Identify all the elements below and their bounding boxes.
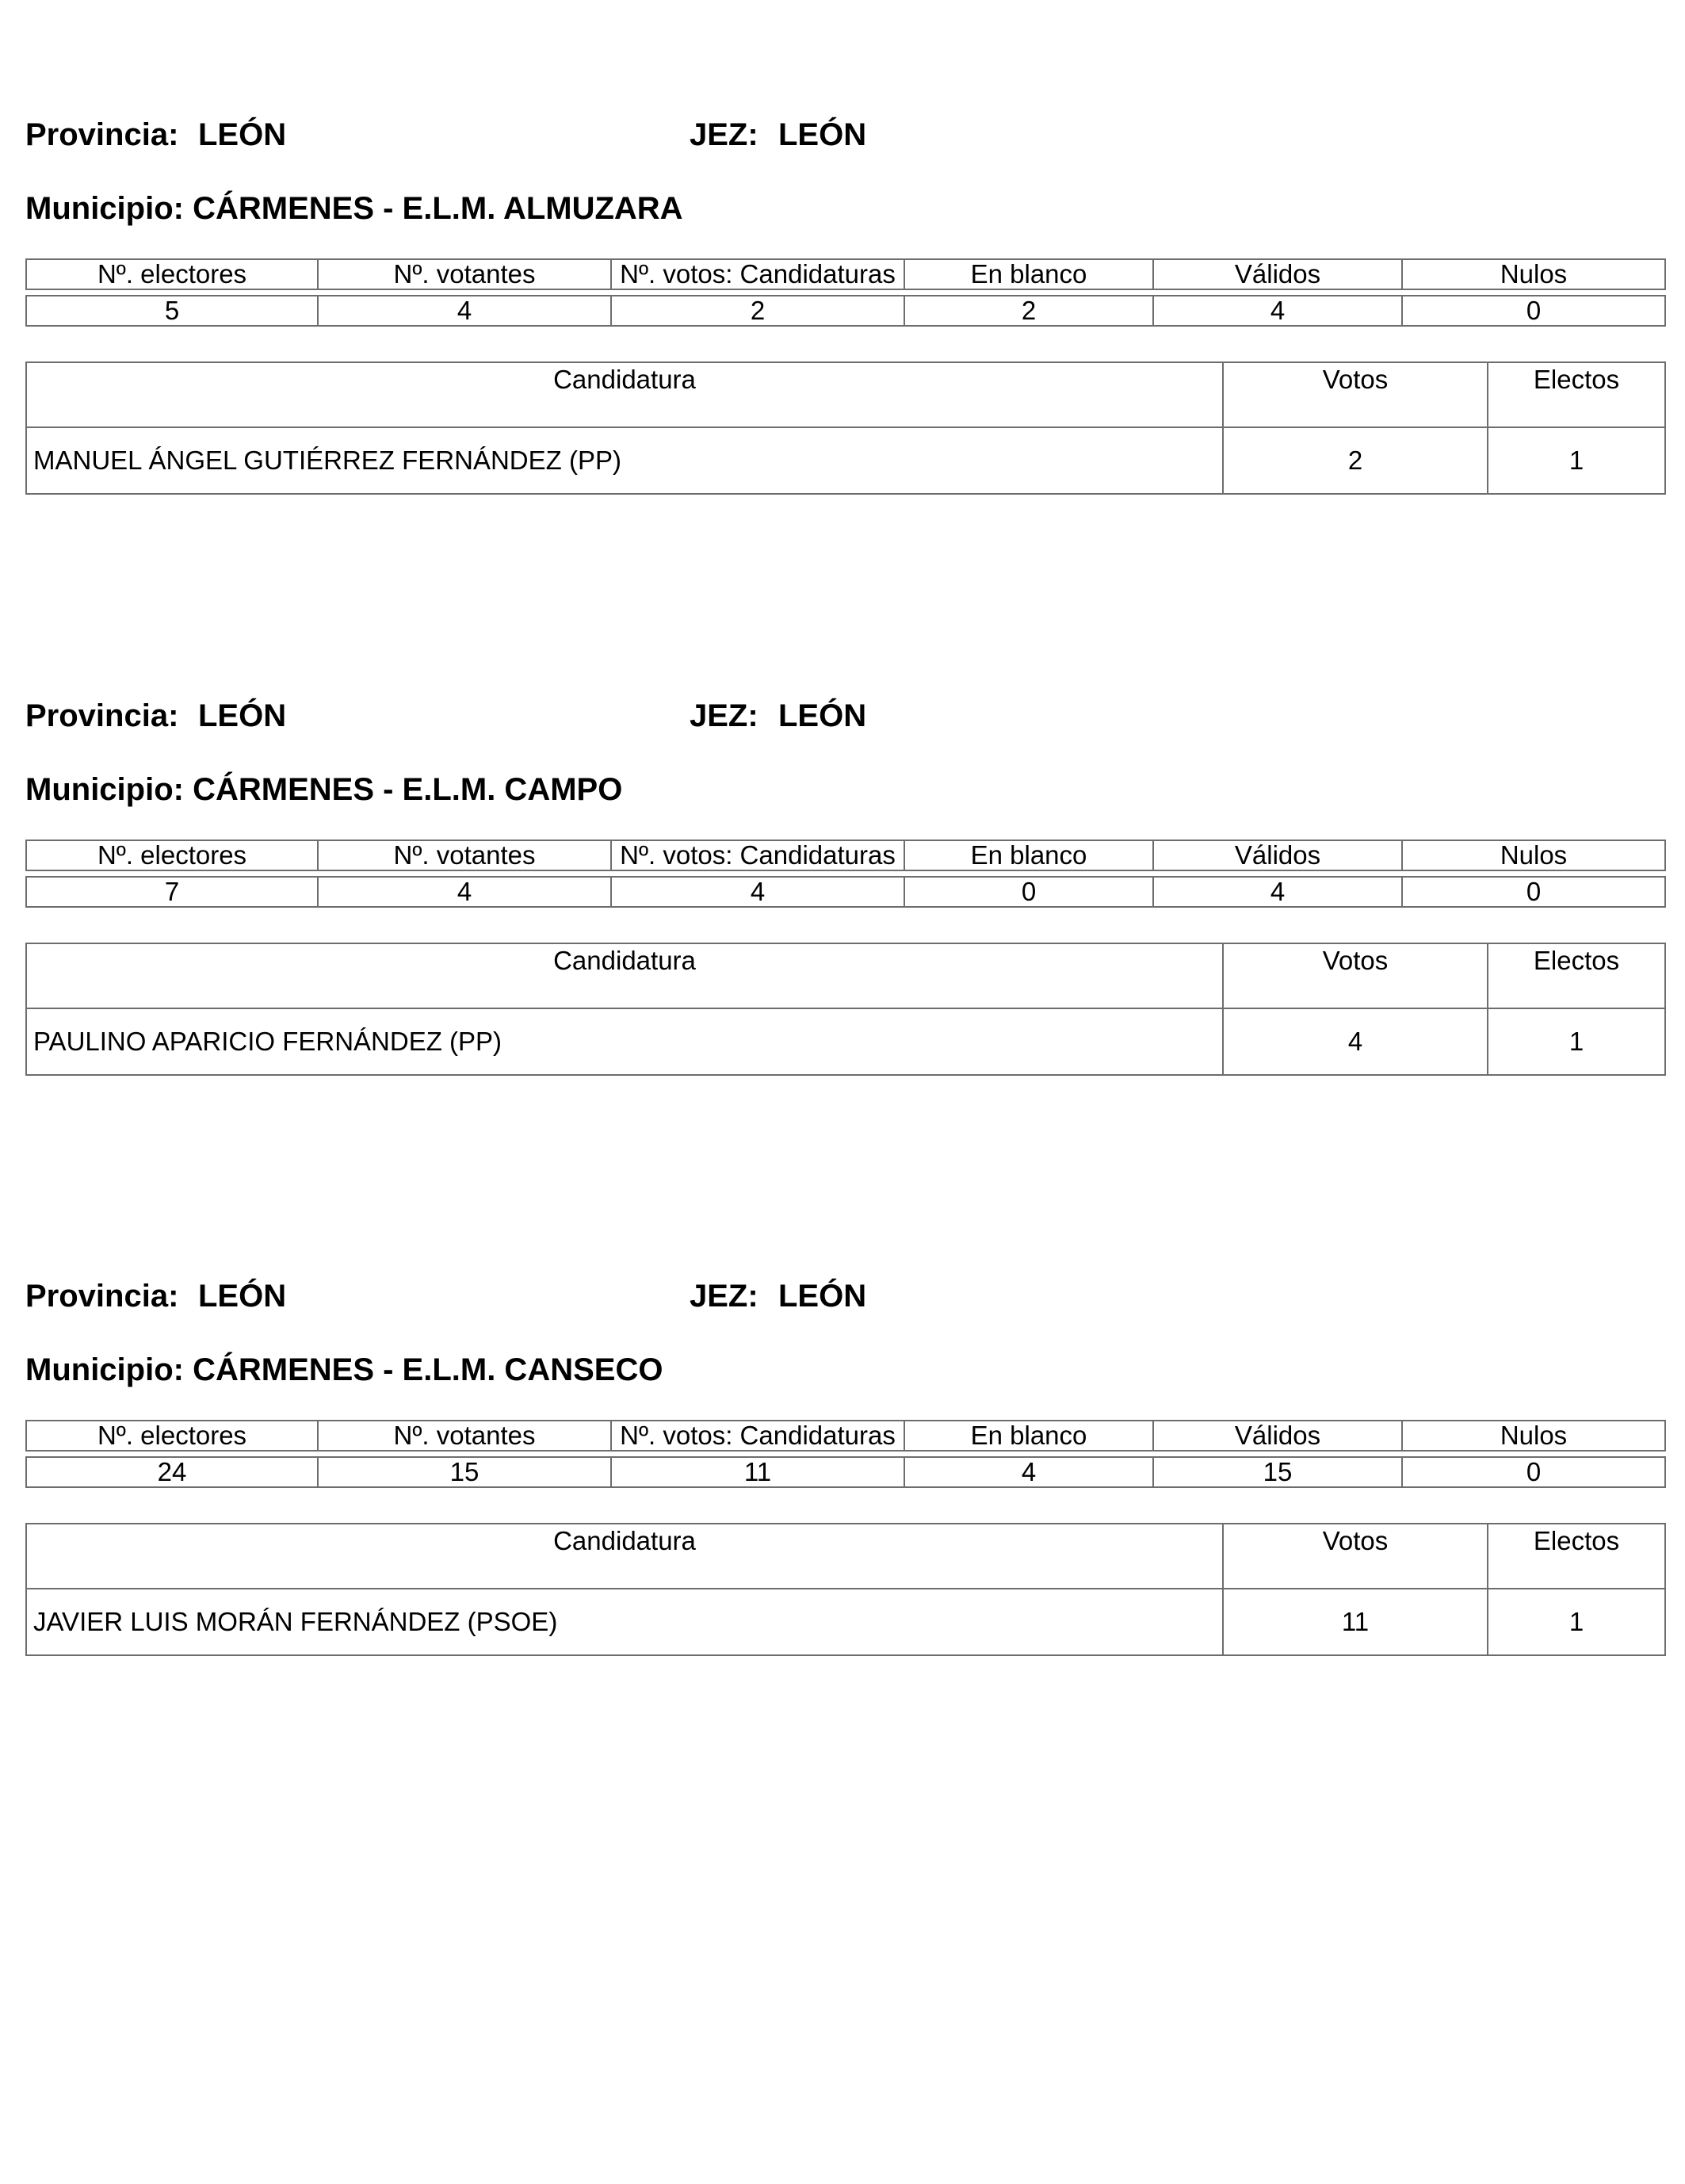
stats-value-cell: 15: [318, 1457, 611, 1487]
candidates-table: [25, 943, 1666, 1076]
stats-header-cell: Nº. votantes: [318, 259, 611, 289]
municipio-value: CÁRMENES - E.L.M. CANSECO: [193, 1352, 663, 1387]
jez-value: LEÓN: [778, 1279, 867, 1314]
stats-value-cell: 4: [1153, 877, 1402, 907]
stats-table: [25, 1420, 1666, 1488]
candidate-row: [26, 1589, 1665, 1655]
stats-header-cell: Nº. votantes: [318, 1421, 611, 1451]
stats-value-row: [26, 296, 1665, 326]
municipio-value: CÁRMENES - E.L.M. CAMPO: [193, 772, 623, 807]
stats-value-cell: 2: [611, 296, 904, 326]
provincia-value: LEÓN: [198, 1279, 287, 1314]
stats-value-cell: 4: [904, 1457, 1153, 1487]
candidate-electos: 1: [1488, 1008, 1665, 1075]
candidate-votos: 2: [1223, 427, 1488, 494]
stats-spacer: [26, 1451, 1665, 1457]
stats-header-cell: En blanco: [904, 1421, 1153, 1451]
stats-value-cell: 4: [1153, 296, 1402, 326]
candidate-row: [26, 427, 1665, 494]
candidates-header-row: [26, 362, 1665, 427]
stats-header-cell: Nulos: [1402, 840, 1665, 870]
municipio-label: Municipio:: [25, 772, 184, 807]
stats-value-row: [26, 877, 1665, 907]
jez-label: JEZ:: [690, 698, 758, 733]
spacer-cell: [26, 289, 1665, 296]
candidates-table: [25, 1523, 1666, 1656]
candidate-name: MANUEL ÁNGEL GUTIÉRREZ FERNÁNDEZ (PP): [26, 427, 1223, 494]
municipio-label: Municipio:: [25, 1352, 184, 1387]
stats-header-cell: Nº. votos: Candidaturas: [611, 259, 904, 289]
municipio-header: [25, 1346, 663, 1394]
municipio-header: [25, 185, 683, 232]
stats-header-cell: Nº. electores: [26, 259, 318, 289]
candidatura-header: Candidatura: [26, 943, 1223, 1008]
jez-label: JEZ:: [690, 117, 758, 152]
stats-value-cell: 4: [318, 877, 611, 907]
candidate-name: JAVIER LUIS MORÁN FERNÁNDEZ (PSOE): [26, 1589, 1223, 1655]
provincia-label: Provincia:: [25, 1279, 179, 1314]
province-header: [25, 111, 1664, 159]
electos-header: Electos: [1488, 1524, 1665, 1589]
jez-label: JEZ:: [690, 1279, 758, 1314]
stats-header-cell: Nulos: [1402, 259, 1665, 289]
stats-value-row: [26, 1457, 1665, 1487]
stats-header-cell: En blanco: [904, 840, 1153, 870]
province-header: [25, 692, 1664, 740]
stats-header-cell: En blanco: [904, 259, 1153, 289]
stats-value-cell: 7: [26, 877, 318, 907]
provincia-label: Provincia:: [25, 117, 179, 152]
stats-header-cell: Nº. electores: [26, 840, 318, 870]
stats-value-cell: 0: [904, 877, 1153, 907]
stats-header-row: [26, 259, 1665, 289]
jez-value: LEÓN: [778, 698, 867, 733]
stats-header-row: [26, 840, 1665, 870]
stats-header-cell: Nº. votantes: [318, 840, 611, 870]
stats-header-cell: Válidos: [1153, 259, 1402, 289]
candidates-header-row: [26, 943, 1665, 1008]
jez-value: LEÓN: [778, 117, 867, 152]
stats-table: [25, 840, 1666, 908]
stats-header-row: [26, 1421, 1665, 1451]
votos-header: Votos: [1223, 943, 1488, 1008]
municipio-value: CÁRMENES - E.L.M. ALMUZARA: [193, 191, 683, 226]
candidate-votos: 4: [1223, 1008, 1488, 1075]
votos-header: Votos: [1223, 1524, 1488, 1589]
stats-table: [25, 258, 1666, 327]
candidate-votos: 11: [1223, 1589, 1488, 1655]
stats-spacer: [26, 870, 1665, 877]
stats-value-cell: 4: [611, 877, 904, 907]
candidate-name: PAULINO APARICIO FERNÁNDEZ (PP): [26, 1008, 1223, 1075]
stats-value-cell: 0: [1402, 877, 1665, 907]
candidate-row: [26, 1008, 1665, 1075]
electos-header: Electos: [1488, 362, 1665, 427]
stats-header-cell: Válidos: [1153, 840, 1402, 870]
stats-header-cell: Nº. electores: [26, 1421, 318, 1451]
candidate-electos: 1: [1488, 1589, 1665, 1655]
stats-value-cell: 24: [26, 1457, 318, 1487]
municipality-section: [25, 692, 1664, 1073]
candidatura-header: Candidatura: [26, 362, 1223, 427]
stats-header-cell: Nº. votos: Candidaturas: [611, 1421, 904, 1451]
candidate-electos: 1: [1488, 427, 1665, 494]
spacer-cell: [26, 870, 1665, 877]
municipality-section: [25, 111, 1664, 491]
provincia-value: LEÓN: [198, 698, 287, 733]
municipio-label: Municipio:: [25, 191, 184, 226]
stats-header-cell: Nº. votos: Candidaturas: [611, 840, 904, 870]
stats-value-cell: 11: [611, 1457, 904, 1487]
candidatura-header: Candidatura: [26, 1524, 1223, 1589]
provincia-value: LEÓN: [198, 117, 287, 152]
municipality-section: [25, 1272, 1664, 1653]
stats-value-cell: 0: [1402, 296, 1665, 326]
stats-value-cell: 0: [1402, 1457, 1665, 1487]
stats-header-cell: Válidos: [1153, 1421, 1402, 1451]
candidates-table: [25, 361, 1666, 495]
stats-value-cell: 15: [1153, 1457, 1402, 1487]
municipio-header: [25, 766, 622, 813]
province-header: [25, 1272, 1664, 1320]
stats-spacer: [26, 289, 1665, 296]
stats-header-cell: Nulos: [1402, 1421, 1665, 1451]
candidates-header-row: [26, 1524, 1665, 1589]
spacer-cell: [26, 1451, 1665, 1457]
electos-header: Electos: [1488, 943, 1665, 1008]
provincia-label: Provincia:: [25, 698, 179, 733]
votos-header: Votos: [1223, 362, 1488, 427]
stats-value-cell: 4: [318, 296, 611, 326]
stats-value-cell: 5: [26, 296, 318, 326]
stats-value-cell: 2: [904, 296, 1153, 326]
